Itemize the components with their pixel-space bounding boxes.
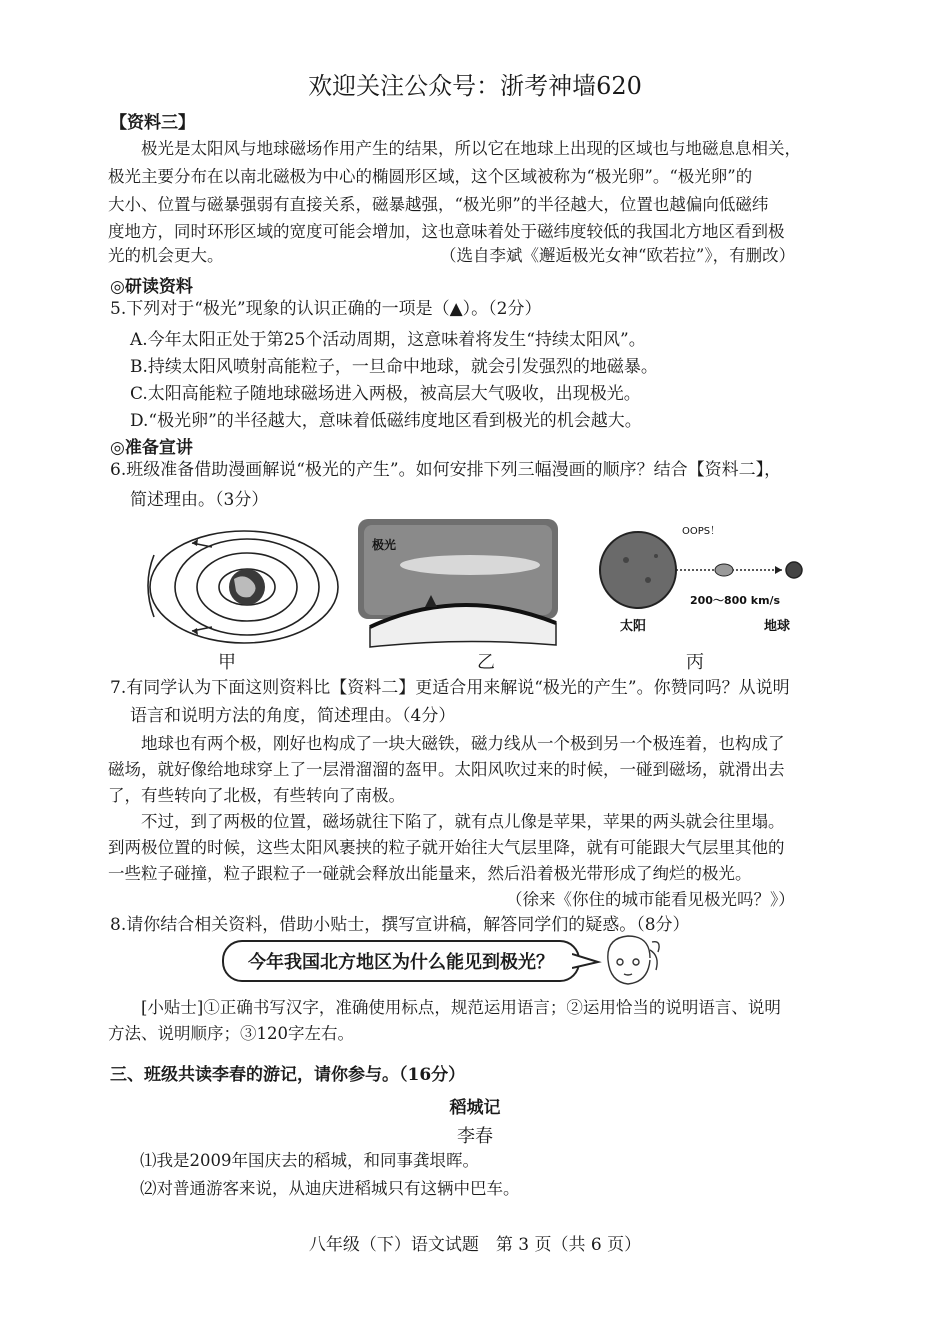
- material3-line-4: 度地方，同时环形区域的宽度可能会增加，这也意味着处于磁纬度较低的我国北方地区看到极: [108, 222, 785, 241]
- material3-source: （选自李斌《邂逅极光女神“欧若拉”》，有删改）: [440, 246, 796, 265]
- comic-bing-sun: [600, 532, 676, 608]
- q7-passage1-line-3: 了，有些转向了北极，有些转向了南极。: [108, 786, 405, 805]
- q5-option-a: A.今年太阳正处于第25个活动周期，这意味着将发生“持续太阳风”。: [130, 330, 646, 350]
- q7-passage1-line-2: 磁场，就好像给地球穿上了一层滑溜溜的盔甲。太阳风吹过来的时候，一碰到磁场，就滑出去: [108, 760, 785, 779]
- page-footer: 八年级（下）语文试题 第 3 页（共 6 页）: [308, 1235, 642, 1255]
- q7-source: （徐来《你住的城市能看见极光吗？》）: [506, 890, 795, 909]
- q5-option-d: D.“极光卵”的半径越大，意味着低磁纬度地区看到极光的机会越大。: [130, 411, 642, 431]
- q7-line-2: 语言和说明方法的角度，简述理由。（4分）: [130, 706, 456, 726]
- section-read-heading: ◎研读资料: [110, 277, 193, 297]
- part3-heading: 三、班级共读李春的游记，请你参与。（16分）: [110, 1065, 466, 1085]
- comic-bing-earth-label: 地球: [764, 619, 791, 634]
- q7-passage1-line-1: 地球也有两个极，刚好也构成了一块大磁铁，磁力线从一个极到另一个极连着，也构成了: [141, 734, 785, 753]
- q7-passage2-line-2: 到两极位置的时候，这些太阳风裹挟的粒子就开始往大气层里降，就有可能跟大气层里其他的: [108, 838, 785, 857]
- q5-option-c: C.太阳高能粒子随地球磁场进入两极，被高层大气吸收，出现极光。: [130, 384, 641, 404]
- q8-student-sketch: [596, 930, 664, 992]
- part3-paragraph-2: ⑵对普通游客来说，从迪庆进稻城只有这辆中巴车。: [140, 1179, 520, 1198]
- comic-jia-magnetic-field: [132, 525, 342, 645]
- q8-tips-line-2: 方法、说明顺序；③120字左右。: [108, 1024, 354, 1043]
- q6-line-2: 简述理由。（3分）: [130, 490, 269, 510]
- comic-bing-earth: [786, 562, 802, 578]
- section-prepare-heading: ◎准备宣讲: [110, 438, 193, 458]
- q7-passage2-line-1: 不过，到了两极的位置，磁场就往下陷了，就有点儿像是苹果，苹果的两头就会往里塌。: [141, 812, 785, 831]
- q7-line-1: 7.有同学认为下面这则资料比【资料二】更适合用来解说“极光的产生”。你赞同吗？从说明: [110, 678, 790, 698]
- comic-bing-sun-label: 太阳: [620, 619, 647, 634]
- q8-speech-bubble: [222, 940, 580, 982]
- comic-bing-speed: 200～800 km/s: [690, 594, 781, 607]
- q5-stem: 5.下列对于“极光”现象的认识正确的一项是（▲）。（2分）: [110, 299, 542, 319]
- comic-bing-sun-earth: [596, 520, 812, 640]
- q6-line-1: 6.班级准备借助漫画解说“极光的产生”。如何安排下列三幅漫画的顺序？结合【资料二】，: [110, 460, 782, 480]
- material3-heading: 【资料三】: [110, 113, 195, 133]
- comic-yi-label: 乙: [477, 652, 495, 673]
- material3-line-1: 极光是太阳风与地球磁场作用产生的结果，所以它在地球上出现的区域也与地磁息息相关，: [141, 139, 801, 158]
- comic-bing-label: 丙: [686, 652, 704, 673]
- material3-line-5: 光的机会更大。: [108, 246, 224, 265]
- q7-passage2-line-3: 一些粒子碰撞，粒子跟粒子一碰就会释放出能量来，然后沿着极光带形成了绚烂的极光。: [108, 864, 752, 883]
- part3-paragraph-1: ⑴我是2009年国庆去的稻城，和同事龚垠晖。: [140, 1151, 479, 1170]
- comic-yi-aurora-scene: [350, 515, 562, 651]
- comic-yi-aurora-band: [400, 555, 540, 575]
- watermark-text: 欢迎关注公众号：浙考神墙620: [308, 72, 642, 100]
- comic-bing-oops: OOPS！: [682, 526, 721, 537]
- material3-line-3: 大小、位置与磁暴强弱有直接关系，磁暴越强，“极光卵”的半径越大，位置也越偏向低磁纬: [108, 195, 769, 214]
- q8-tips-line-1: [小贴士]①正确书写汉字，准确使用标点，规范运用语言；②运用恰当的说明语言、说明: [141, 998, 781, 1017]
- part3-essay-title: 稻城记: [449, 1098, 501, 1118]
- comic-yi-aurora-text: 极光: [372, 538, 397, 552]
- q8-stem: 8.请你结合相关资料，借助小贴士，撰写宣讲稿，解答同学们的疑惑。（8分）: [110, 915, 690, 935]
- q8-bubble-text: 今年我国北方地区为什么能见到极光？: [248, 952, 554, 973]
- q5-option-b: B.持续太阳风喷射高能粒子，一旦命中地球，就会引发强烈的地磁暴。: [130, 357, 658, 377]
- comic-jia-label: 甲: [218, 652, 236, 673]
- material3-line-2: 极光主要分布在以南北磁极为中心的椭圆形区域，这个区域被称为“极光卵”。“极光卵”的: [108, 167, 753, 186]
- part3-essay-author: 李春: [457, 1126, 493, 1147]
